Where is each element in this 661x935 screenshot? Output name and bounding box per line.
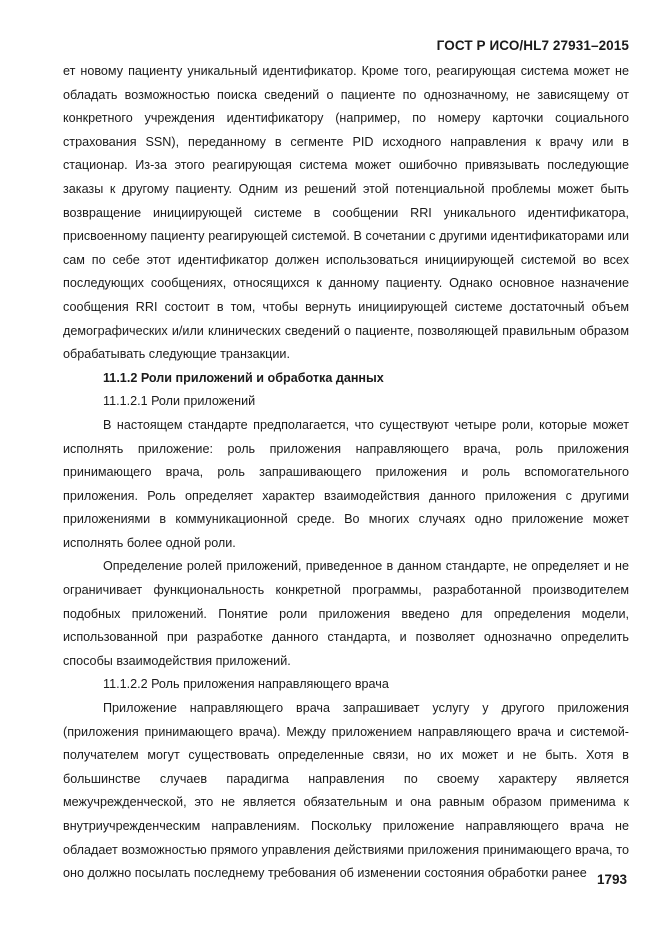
document-body — [63, 60, 629, 886]
page-number: 1793 — [596, 872, 627, 887]
paragraph-body: Приложение направляющего врача запрашивает услугу у другого приложения (приложения принимающего врача). Между приложением направляющего врача и системой-получателем могут существовать определенные связи, но их может и не быть. Хотя в большинстве случаев парадигма направления по своему характеру является межучрежденческой, это не является обязательным и она равным образом применима к внутриучрежденческим направлениям. Поскольку приложение направляющего врача не обладает возможностью прямого управления действиями приложения принимающего врача, то оно должно посылать последнему требования об изменении состояния обработки ранее — [63, 701, 629, 881]
section-heading-11-1-2: 11.1.2 Роли приложений и обработка данных — [103, 370, 384, 385]
subsection-heading-11-1-2-1: 11.1.2.1 Роли приложений — [103, 394, 256, 409]
paragraph-body: Определение ролей приложений, приведенное в данном стандарте, не определяет и не ограничивает функциональность конкретной программы, разработанной производителем подобных приложений. Понятие роли приложения введено для определения модели, использованной при разработке данного стандарта, и позволяет однозначно определить способы взаимодействия приложений. — [63, 559, 629, 668]
paragraph-body: В настоящем стандарте предполагается, что существуют четыре роли, которые может исполнять приложение: роль приложения направляющего врача, роль приложения принимающего врача, роль запрашивающего приложения и роль вспомогательного приложения. Роль определяет характер взаимодействия данного приложения с другими приложениями в коммуникационной среде. Во многих случаях одно приложение может исполнять более одной роли. — [63, 417, 629, 550]
paragraph-continuation: ет новому пациенту уникальный идентификатор. Кроме того, реагирующая система может не обладать возможностью поиска сведений о пациенте по однозначному, не зависящему от конкретного учреждения идентификатору (например, по номеру карточки социального страхования SSN), переданному в сегменте PID исходного направления к врачу или в стационар. Из-за этого реагирующая система может ошибочно привязывать последующие заказы к другому пациенту. Одним из решений этой потенциальной проблемы может быть возвращение инициирующей системе в сообщении RRI уникального идентификатора, присвоенному пациенту реагирующей системой. В сочетании с другими идентификаторами или сам по себе этот идентификатор должен использоваться инициирующей системой во всех последующих сообщениях, относящихся к данному пациенту. Однако основное назначение сообщения RRI состоит в том, чтобы вернуть инициирующей системе достаточный объем демографических и/или клинических сведений о пациенте, позволяющей правильным образом обрабатывать следующие транзакции. — [63, 64, 629, 362]
document-code-header: ГОСТ Р ИСО/HL7 27931–2015 — [436, 38, 629, 53]
subsection-heading-11-1-2-2: 11.1.2.2 Роль приложения направляющего врача — [103, 677, 389, 692]
